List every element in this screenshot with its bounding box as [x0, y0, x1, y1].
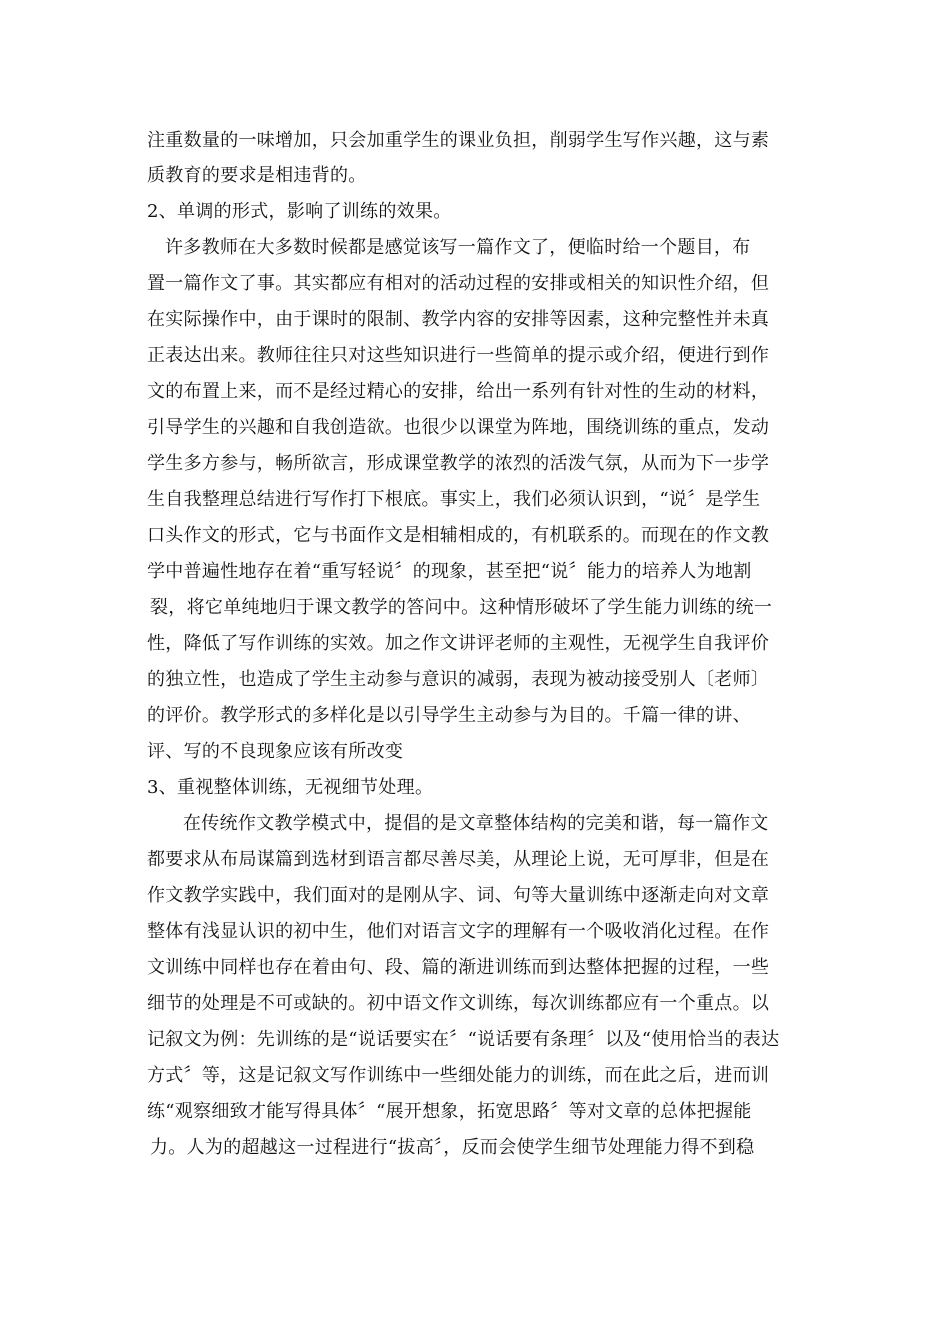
text-line: 记叙文为例：先训练的是“说话要实在〞“说话要有条理〞以及“使用恰当的表达 — [147, 1029, 780, 1050]
text-line: 的独立性，也造成了学生主动参与意识的减弱，表现为被动接受别人〔老师〕 — [147, 669, 770, 690]
text-line: 学生多方参与，畅所欲言，形成课堂教学的浓烈的活泼气氛，从而为下一步学 — [147, 453, 770, 474]
section-heading-2: 2、单调的形式，影响了训练的效果。 — [147, 201, 452, 222]
text-line: 在实际操作中，由于课时的限制、教学内容的安排等因素，这种完整性并未真 — [147, 309, 770, 330]
text-line: 文训练中同样也存在着由句、段、篇的渐进训练而到达整体把握的过程，一些 — [147, 957, 770, 978]
text-line: 引导学生的兴趣和自我创造欲。也很少以课堂为阵地，围绕训练的重点，发动 — [147, 417, 770, 438]
text-line: 文的布置上来，而不是经过精心的安排，给出一系列有针对性的生动的材料， — [147, 381, 770, 402]
text-line: 生自我整理总结进行写作打下根底。事实上，我们必须认识到，“说〞是学生 — [147, 489, 761, 510]
text-line: 学中普遍性地存在着“重写轻说〞的现象，甚至把“说〞能力的培养人为地割 — [147, 561, 752, 582]
text-line: 都要求从布局谋篇到选材到语言都尽善尽美，从理论上说，无可厚非，但是在 — [147, 849, 770, 870]
text-line: 细节的处理是不可或缺的。初中语文作文训练，每次训练都应有一个重点。以 — [147, 993, 770, 1014]
text-line: 方式〞等，这是记叙文写作训练中一些细处能力的训练，而在此之后，进而训 — [147, 1065, 770, 1086]
text-line: 评、写的不良现象应该有所改变 — [147, 741, 404, 762]
text-line: 整体有浅显认识的初中生，他们对语言文字的理解有一个吸收消化过程。在作 — [147, 921, 770, 942]
text-line: 作文教学实践中，我们面对的是刚从字、词、句等大量训练中逐渐走向对文章 — [147, 885, 770, 906]
section-heading-3: 3、重视整体训练，无视细节处理。 — [147, 777, 434, 798]
text-line: 质教育的要求是相违背的。 — [147, 165, 367, 186]
text-line: 口头作文的形式，它与书面作文是相辅相成的，有机联系的。而现在的作文教 — [147, 525, 770, 546]
text-line: 裂，将它单纯地归于课文教学的答问中。这种情形破坏了学生能力训练的统一 — [150, 597, 773, 618]
paragraph-start-line: 在传统作文教学模式中，提倡的是文章整体结构的完美和谐，每一篇作文 — [183, 813, 769, 834]
text-line: 性，降低了写作训练的实效。加之作文讲评老师的主观性，无视学生自我评价 — [147, 633, 770, 654]
paragraph-start-line: 许多教师在大多数时候都是感觉该写一篇作文了，便临时给一个题目，布 — [165, 237, 751, 258]
text-line: 力。人为的超越这一过程进行“拔高〞，反而会使学生细节处理能力得不到稳 — [150, 1137, 755, 1158]
text-line: 的评价。教学形式的多样化是以引导学生主动参与为目的。千篇一律的讲、 — [147, 705, 751, 726]
text-line: 注重数量的一味增加，只会加重学生的课业负担，削弱学生写作兴趣，这与素 — [147, 130, 770, 151]
text-line: 正表达出来。教师往往只对这些知识进行一些简单的提示或介绍，便进行到作 — [147, 345, 770, 366]
text-line: 置一篇作文了事。其实都应有相对的活动过程的安排或相关的知识性介绍，但 — [147, 273, 770, 294]
text-line: 练“观察细致才能写得具体〞“展开想象，拓宽思路〞等对文章的总体把握能 — [147, 1101, 752, 1122]
